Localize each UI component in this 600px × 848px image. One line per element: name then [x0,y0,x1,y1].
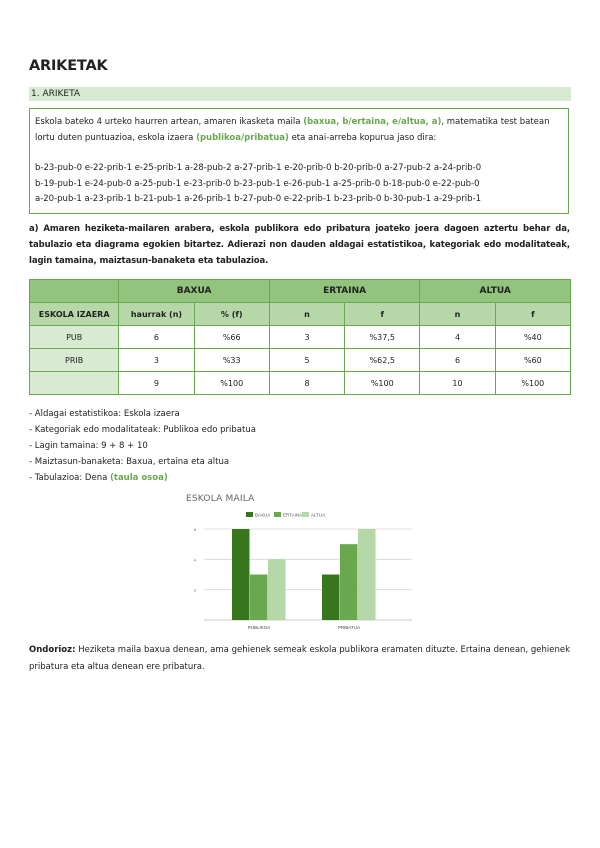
statement-line-2 [35,131,563,147]
statement-highlight: (baxua, b/ertaina, e/altua, a) [303,117,442,127]
row-label: PUB [30,326,119,349]
column-header: % (f) [194,303,269,326]
data-line: a-20-pub-1 a-23-prib-1 b-21-pub-1 a-26-prib-1 b-27-pub-0 e-22-prib-1 b-23-prib-0 b-30-pub-1 a-29-prib-1 [35,194,482,204]
bar-chart [180,505,420,635]
column-header: haurrak (n) [119,303,194,326]
conclusion-label: Ondorioz: [29,645,76,655]
data-line: b-19-pub-1 e-24-pub-0 a-25-pub-1 e-23-prib-0 b-23-pub-1 e-26-pub-1 a-25-prib-0 b-18-pub-0 e-22-pub-0 [35,178,480,189]
table-row [30,349,571,372]
x-tick-label: PRIBATUA [337,625,361,630]
row-label: PRIB [30,349,119,372]
conclusion-text: Heziketa maila baxua denean, ama gehienek semeak eskola publikora eramaten dituzte. Ertaina denean, gehienek pribatura eta altua denean ere pribatura. [29,645,570,672]
table-cell: 6 [420,349,495,372]
bar [268,559,286,620]
section-header: 1. ARIKETA [29,87,571,101]
answer-item: - Maiztasun-banaketa: Baxua, ertaina eta altua [29,457,230,467]
bar [322,575,340,621]
data-line: b-23-pub-0 e-22-prib-1 e-25-prib-1 a-28-pub-2 a-27-prib-1 e-20-prib-0 b-20-prib-0 a-27-pub-2 a-24-prib-0 [35,163,482,173]
table-cell: %100 [194,372,269,395]
table-cell: %33 [194,349,269,372]
frequency-table [29,279,571,395]
legend-swatch [302,512,309,517]
group-header: BAXUA [119,280,270,303]
statement-text: lortu duten puntuazioa, eskola izaera [35,132,197,143]
answer-text: - Tabulazioa: Dena [29,473,110,483]
table-cell: 10 [420,372,495,395]
row-label [30,372,119,395]
statement-box [29,108,569,214]
table-sub-header [30,303,571,326]
statement-text: Eskola bateko 4 urteko haurren artean, amaren ikasketa maila [35,117,304,127]
table-cell: 8 [269,372,344,395]
legend-label: BAXUA [255,512,271,518]
answer-item: - Aldagai estatistikoa: Eskola izaera [29,409,180,419]
statement-line-1 [35,115,563,131]
column-header: ESKOLA IZAERA [30,303,119,326]
legend-swatch [274,512,281,517]
conclusion [29,642,570,676]
answer-item: - Kategoriak edo modalitateak: Publikoa edo pribatua [29,425,256,435]
bar [232,529,250,620]
bar [358,529,376,620]
table-cell: %60 [495,349,570,372]
x-tick-label: PUBLIKOA [247,625,271,630]
answer-item: - Lagin tamaina: 9 + 8 + 10 [29,441,148,451]
table-row [30,372,571,395]
legend-label: ALTUA [311,512,326,518]
answer-item [29,470,256,486]
table-row [30,326,571,349]
statement-highlight: (publikoa/pribatua) [196,132,289,143]
table-cell: %40 [495,326,570,349]
table-corner [30,280,119,303]
bar [250,575,268,621]
column-header: f [345,303,420,326]
y-tick-label: 4 [193,557,196,563]
table-cell: %100 [495,372,570,395]
table-cell: 3 [269,326,344,349]
y-tick-label: 2 [193,587,196,593]
table-cell: 5 [269,349,344,372]
column-header: n [420,303,495,326]
answer-list [29,406,256,486]
table-cell: 4 [420,326,495,349]
table-cell: %100 [345,372,420,395]
column-header: f [495,303,570,326]
statement-text: eta anai-arreba kopurua jaso dira: [288,132,437,143]
table-group-header [30,280,571,303]
group-header: ALTUA [420,280,571,303]
table-cell: 9 [119,372,194,395]
chart-title: ESKOLA MAILA [186,494,255,504]
legend-label: ERTAINA [283,512,303,518]
table-cell: %62,5 [345,349,420,372]
y-tick-label: 6 [193,527,196,532]
table-cell: 6 [119,326,194,349]
table-cell: 3 [119,349,194,372]
column-header: n [269,303,344,326]
bar [340,544,358,620]
table-cell: %66 [194,326,269,349]
legend-swatch [246,512,253,517]
group-header: ERTAINA [269,280,420,303]
answer-highlight: (taula osoa) [110,473,168,483]
question-text: a) Amaren heziketa-mailaren arabera, eskola publikora edo pribatura joateko joera dagoen aztertu behar da, tabulazio eta diagrama egokien bitartez. Adierazi non dauden aldagai estatistikoa, kategoriak edo modalitateak, lagin tamaina, maiztasun-banaketa eta tabulazioa. [29,224,570,266]
statement-text: , matematika test batean [441,117,550,127]
table-cell: %37,5 [345,326,420,349]
page-title: ARIKETAK [29,58,108,74]
